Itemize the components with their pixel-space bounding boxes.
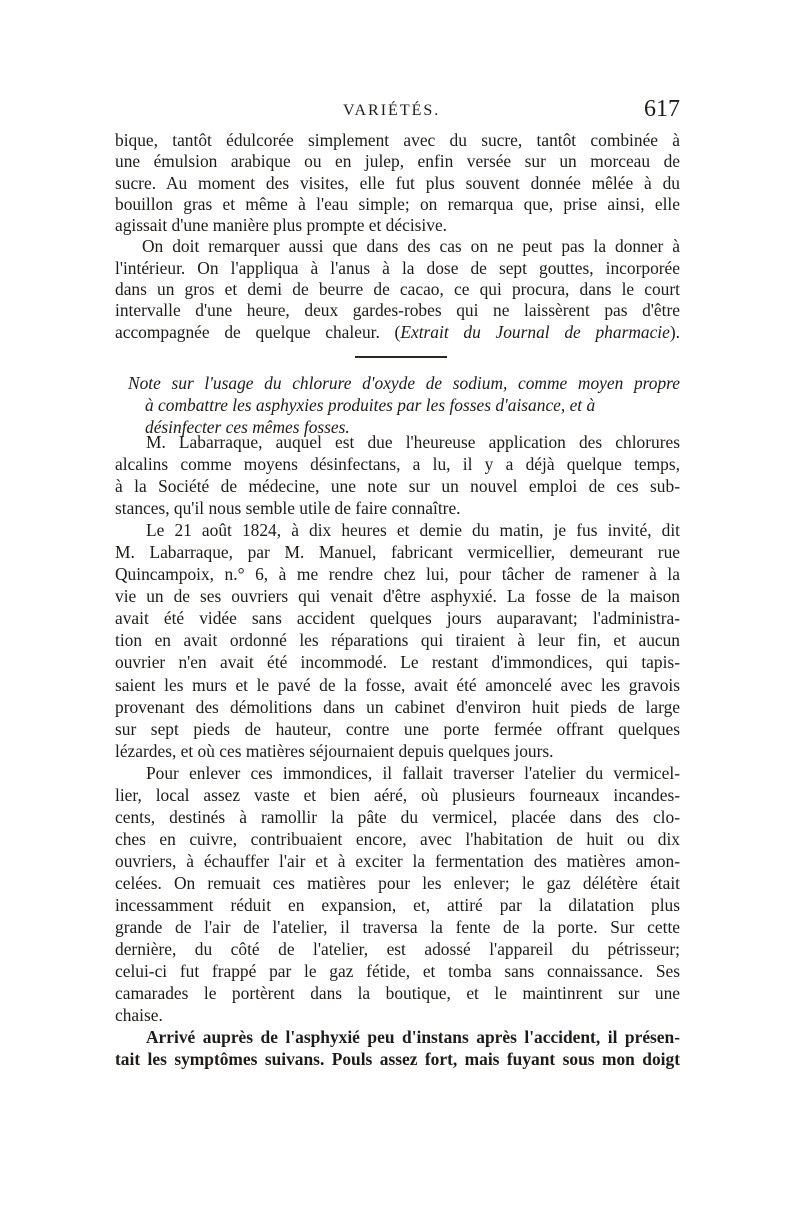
page-header [115,96,680,128]
text-fragment: ). [669,321,680,342]
text-line: chaise. [115,1005,163,1026]
text-line: avait été vidée sans accident quelques jours auparavant; l'administra- [115,608,680,629]
text-line: ouvriers, à échauffer l'air et à exciter la fermentation des matières amon- [115,850,680,871]
text-line: saient les murs et le pavé de la fosse, avait été amoncelé avec les gravois [115,674,680,695]
text-line: M. Labarraque, par M. Manuel, fabricant vermicellier, demeurant rue [115,542,680,563]
text-line: Quincampoix, n.° 6, à me rendre chez lui, pour tâcher de ramener à la [115,564,680,585]
running-head: VARIÉTÉS. [343,102,441,119]
text-line: vie un de ses ouvriers qui venait d'être asphyxié. La fosse de la maison [115,586,680,607]
text-line-with-source [115,322,680,343]
continued-text [115,130,680,343]
section-divider [355,356,447,358]
text-line: sur sept pieds de hauteur, contre une porte fermée offrant quelques [115,718,680,739]
text-fragment: accompagnée de quelque chaleur. ( [115,321,401,342]
article-body [115,431,680,1070]
text-line: On doit remarquer aussi que dans des cas on ne peut pas la donner à [142,236,680,257]
text-line: agissait d'une manière plus prompte et décisive. [115,215,448,236]
text-line: dernière, du côté de l'atelier, est adossé l'appareil du pétrisseur; [115,939,680,960]
title-line: désinfecter ces mêmes fosses. [145,417,350,437]
text-line: l'intérieur. On l'appliqua à l'anus à la dose de sept gouttes, incorporée [115,257,680,278]
text-line: dans un gros et demi de beurre de cacao, ce qui procura, dans le court [115,279,680,300]
source-citation: Extrait du Journal de pharmacie [400,321,670,342]
text-line: M. Labarraque, auquel est due l'heureuse application des chlorures [146,432,680,452]
page-number: 617 [644,96,680,122]
text-line: cents, destinés à ramollir la pâte du vermicel, placée dans des clo- [115,806,680,827]
text-line: ouvrier n'en avait été incommodé. Le restant d'immondices, qui tapis- [115,652,680,673]
text-line: tion en avait ordonné les réparations qui tiraient à leur fin, et aucun [115,630,680,651]
text-line: bique, tantôt édulcorée simplement avec du sucre, tantôt combinée à [115,130,680,150]
text-line: tait les symptômes suivans. Pouls assez fort, mais fuyant sous mon doigt [115,1049,680,1070]
text-line: grande de l'air de l'atelier, il traversa la fente de la porte. Sur cette [115,917,680,938]
text-line: intervalle d'une heure, deux gardes-robes qui ne laissèrent pas d'être [115,300,680,321]
text-line: une émulsion arabique ou en julep, enfin versée sur un morceau de [115,151,680,172]
text-line: alcalins comme moyens désinfectans, a lu, il y a déjà quelque temps, [115,454,680,475]
text-line: bouillon gras et même à l'eau simple; on remarqua que, prise ainsi, elle [115,193,680,214]
text-line: Arrivé auprès de l'asphyxié peu d'instans après l'accident, il présen- [146,1027,680,1048]
section-rule [0,356,800,358]
text-line: celées. On remuait ces matières pour les enlever; le gaz délétère était [115,872,680,893]
article-title [115,372,680,438]
text-line: Le 21 août 1824, à dix heures et demie du matin, je fus invité, dit [146,520,680,541]
title-line: Note sur l'usage du chlorure d'oxyde de sodium, comme moyen propre [128,373,680,393]
title-line: à combattre les asphyxies produites par les fosses d'aisance, et à [145,395,596,415]
text-line: provenant des démolitions dans un cabinet d'environ huit pieds de large [115,696,680,717]
text-line: Pour enlever ces immondices, il fallait traverser l'atelier du vermicel- [146,762,680,783]
text-line: incessamment réduit en expansion, et, attiré par la dilatation plus [115,894,680,915]
text-line: ches en cuivre, contribuaient encore, avec l'habitation de huit ou dix [115,828,680,849]
text-line: lier, local assez vaste et bien aéré, où plusieurs fourneaux incandes- [115,784,680,805]
text-line: sucre. Au moment des visites, elle fut plus souvent donnée mêlée à du [115,172,680,193]
text-line: lézardes, et où ces matières séjournaient depuis quelques jours. [115,740,554,761]
text-line: à la Société de médecine, une note sur un nouvel emploi de ces sub- [115,476,680,497]
text-line: celui-ci fut frappé par le gaz fétide, et tomba sans connaissance. Ses [115,961,680,982]
text-line: camarades le portèrent dans la boutique, et le maintinrent sur une [115,983,680,1004]
text-line: stances, qu'il nous semble utile de faire connaître. [115,498,461,519]
